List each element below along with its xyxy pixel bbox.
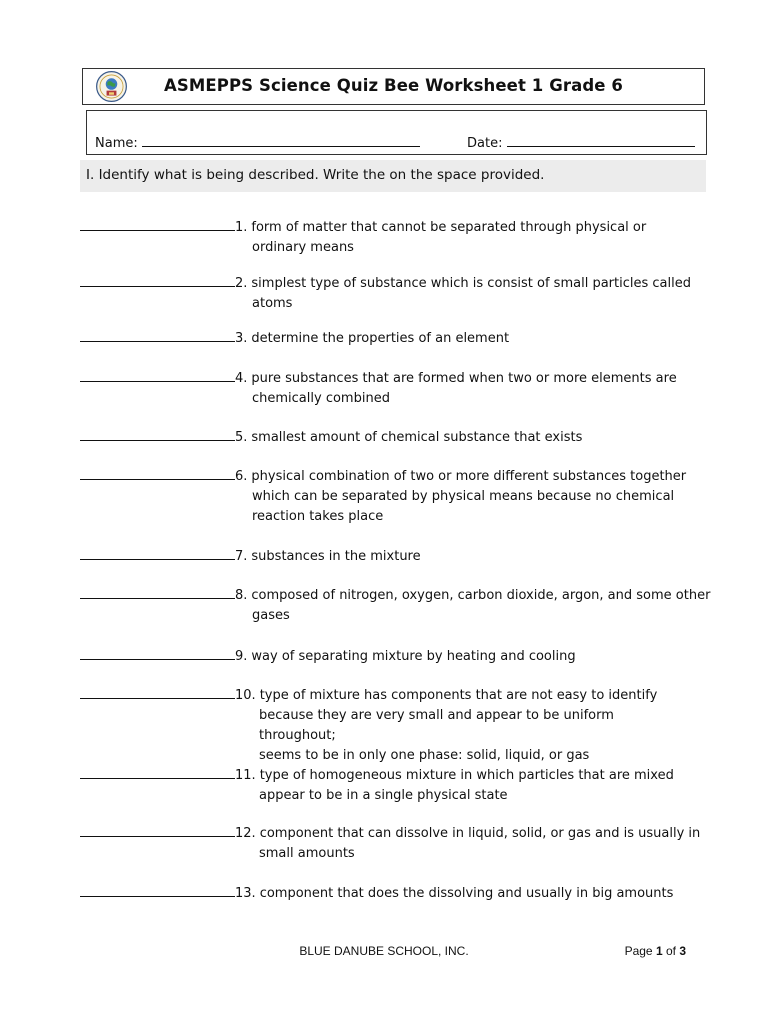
question-number: 5. (235, 430, 248, 445)
question-number: 3. (235, 331, 248, 346)
question-first-line (80, 585, 711, 606)
question-item (80, 546, 687, 567)
question-text: substances in the mixture (251, 549, 421, 564)
date-line[interactable] (507, 133, 695, 147)
question-number: 1. (235, 220, 248, 235)
answer-blank[interactable] (80, 883, 235, 897)
question-number: 4. (235, 371, 248, 386)
question-number: 7. (235, 549, 248, 564)
question-item (80, 368, 687, 409)
answer-blank[interactable] (80, 427, 235, 441)
question-number: 8. (235, 588, 248, 603)
question-first-line (80, 368, 687, 389)
worksheet-title: ASMEPPS Science Quiz Bee Worksheet 1 Grade 6 (164, 76, 623, 95)
question-first-line (80, 217, 687, 238)
question-text: smallest amount of chemical substance that exists (251, 430, 583, 445)
question-first-line (80, 823, 701, 844)
question-item (80, 646, 687, 667)
question-first-line (80, 883, 687, 904)
answer-blank[interactable] (80, 646, 235, 660)
question-text-continued: atoms (252, 296, 293, 311)
question-number: 12. (235, 826, 256, 841)
question-number: 6. (235, 469, 248, 484)
question-text: composed of nitrogen, oxygen, carbon dioxide, argon, and some other (251, 588, 711, 603)
name-date-box (86, 110, 707, 155)
question-first-line (80, 466, 687, 487)
question-text-continued: small amounts (259, 846, 355, 861)
question-number: 13. (235, 886, 256, 901)
page-prefix: Page (624, 944, 656, 958)
answer-blank[interactable] (80, 823, 235, 837)
question-number: 9. (235, 649, 248, 664)
question-item (80, 685, 687, 766)
question-item (80, 466, 687, 527)
question-text: simplest type of substance which is consist of small particles called (251, 276, 691, 291)
question-text-continued: ordinary means (252, 240, 354, 255)
answer-blank[interactable] (80, 466, 235, 480)
footer-school: BLUE DANUBE SCHOOL, INC. (299, 944, 469, 958)
question-text: form of matter that cannot be separated through physical or (251, 220, 647, 235)
question-text: component that can dissolve in liquid, solid, or gas and is usually in (259, 826, 701, 841)
question-first-line (80, 427, 687, 448)
question-number: 2. (235, 276, 248, 291)
question-item (80, 273, 691, 314)
question-text: type of homogeneous mixture in which particles that are mixed (259, 768, 674, 783)
question-text: determine the properties of an element (251, 331, 510, 346)
answer-blank[interactable] (80, 328, 235, 342)
instruction-bar (80, 160, 706, 192)
question-number: 11. (235, 768, 256, 783)
question-item (80, 883, 687, 904)
date-field[interactable] (467, 133, 695, 151)
answer-blank[interactable] (80, 765, 235, 779)
name-label: Name: (95, 136, 138, 151)
question-item (80, 585, 711, 626)
name-field[interactable] (95, 133, 420, 151)
page-mid: of (662, 944, 680, 958)
question-text: way of separating mixture by heating and cooling (251, 649, 576, 664)
page-total: 3 (679, 944, 686, 958)
question-item (80, 217, 687, 258)
question-number: 10. (235, 688, 256, 703)
question-text-continued: because they are very small and appear to be uniform throughout; (259, 708, 614, 743)
date-label: Date: (467, 136, 503, 151)
question-first-line (80, 273, 691, 294)
title-box (82, 68, 705, 105)
question-first-line (80, 685, 687, 706)
question-first-line (80, 328, 687, 349)
question-text-continued: which can be separated by physical means because no chemical (252, 489, 675, 504)
question-text-continued: gases (252, 608, 290, 623)
name-line[interactable] (142, 133, 420, 147)
answer-blank[interactable] (80, 585, 235, 599)
question-text-continued: seems to be in only one phase: solid, liquid, or gas (259, 748, 590, 763)
instruction-text: I. Identify what is being described. Write the on the space provided. (86, 167, 545, 183)
page-current: 1 (655, 944, 663, 958)
question-text: type of mixture has components that are not easy to identify (259, 688, 658, 703)
question-text-continued: chemically combined (252, 391, 390, 406)
question-text-continued: appear to be in a single physical state (259, 788, 508, 803)
question-item (80, 427, 687, 448)
question-item (80, 823, 701, 864)
question-first-line (80, 765, 687, 786)
answer-blank[interactable] (80, 685, 235, 699)
question-item (80, 765, 687, 806)
footer-page (625, 944, 686, 958)
answer-blank[interactable] (80, 273, 235, 287)
question-text: component that does the dissolving and usually in big amounts (259, 886, 674, 901)
question-first-line (80, 646, 687, 667)
question-first-line (80, 546, 687, 567)
question-item (80, 328, 687, 349)
question-text: physical combination of two or more different substances together (251, 469, 687, 484)
question-text: pure substances that are formed when two or more elements are (251, 371, 677, 386)
question-text-continued: reaction takes place (252, 509, 384, 524)
answer-blank[interactable] (80, 217, 235, 231)
answer-blank[interactable] (80, 368, 235, 382)
answer-blank[interactable] (80, 546, 235, 560)
